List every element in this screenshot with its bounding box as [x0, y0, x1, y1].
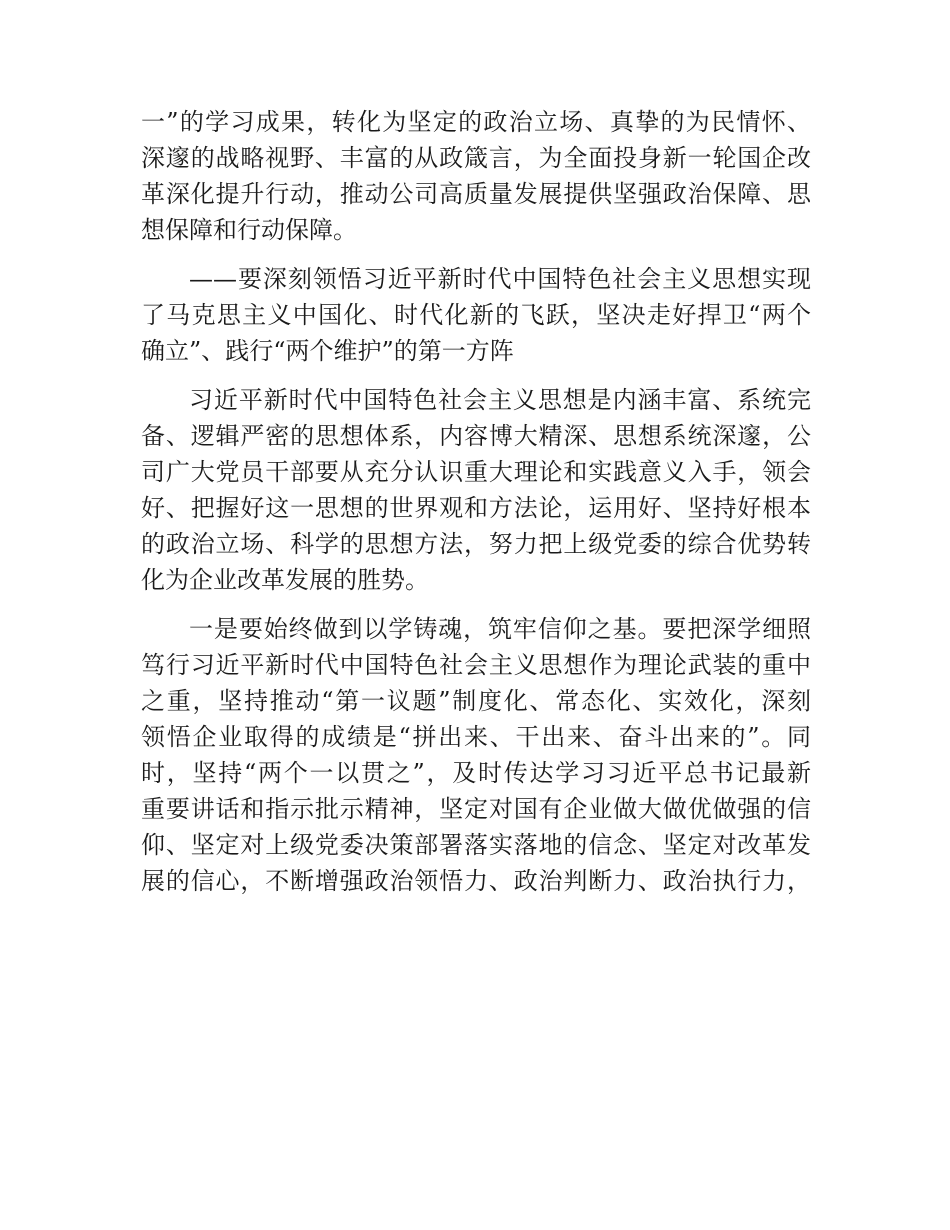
text-line: 司广大党员干部要从充分认识重大理论和实践意义入手，领会: [141, 458, 811, 486]
text-line: 革深化提升行动，推动公司高质量发展提供坚强政治保障、思: [141, 180, 811, 208]
text-line: 笃行习近平新时代中国特色社会主义思想作为理论武装的重中: [141, 651, 811, 679]
text-line: 一”的学习成果，转化为坚定的政治立场、真挚的为民情怀、: [141, 108, 811, 136]
text-line: ——要深刻领悟习近平新时代中国特色社会主义思想实现: [189, 265, 811, 293]
text-line: 之重，坚持推动“第一议题”制度化、常态化、实效化，深刻: [141, 687, 811, 715]
text-line: 备、逻辑严密的思想体系，内容博大精深、思想系统深邃，公: [141, 422, 811, 450]
text-line: 好、把握好这一思想的世界观和方法论，运用好、坚持好根本: [141, 494, 811, 522]
body-text: [141, 104, 811, 899]
text-line: 深邃的战略视野、丰富的从政箴言，为全面投身新一轮国企改: [141, 144, 811, 172]
text-line: 重要讲话和指示批示精神，坚定对国有企业做大做优做强的信: [141, 795, 811, 823]
text-line: 了马克思主义中国化、时代化新的飞跃，坚决走好捍卫“两个: [141, 301, 811, 329]
text-line: 习近平新时代中国特色社会主义思想是内涵丰富、系统完: [189, 386, 811, 414]
text-line: 化为企业改革发展的胜势。: [141, 566, 429, 594]
text-line: 一是要始终做到以学铸魂，筑牢信仰之基。要把深学细照: [189, 615, 811, 643]
paragraph-continuation: [141, 104, 811, 248]
text-line: 想保障和行动保障。: [141, 216, 357, 244]
text-line: 确立”、践行“两个维护”的第一方阵: [141, 337, 514, 365]
paragraph-body: [141, 382, 811, 598]
text-line: 时，坚持“两个一以贯之”，及时传达学习习近平总书记最新: [141, 759, 811, 787]
text-line: 领悟企业取得的成绩是“拼出来、干出来、奋斗出来的”。同: [141, 723, 811, 751]
paragraph-heading: [141, 261, 811, 369]
text-line: 展的信心，不断增强政治领悟力、政治判断力、政治执行力，: [141, 867, 811, 895]
paragraph-body: [141, 611, 811, 899]
text-line: 仰、坚定对上级党委决策部署落实落地的信念、坚定对改革发: [141, 831, 811, 859]
text-line: 的政治立场、科学的思想方法，努力把上级党委的综合优势转: [141, 530, 811, 558]
